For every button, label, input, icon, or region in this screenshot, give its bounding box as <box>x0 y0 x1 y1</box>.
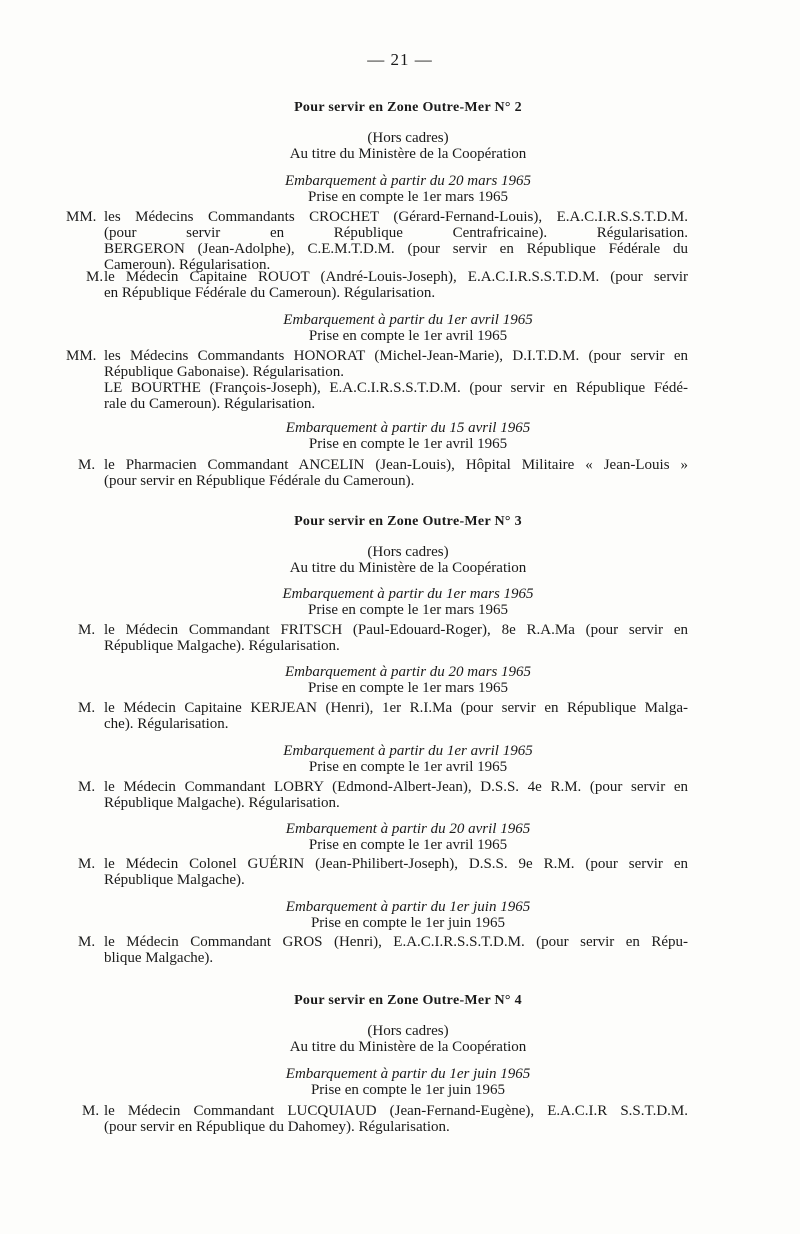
entry-prefix: M. <box>78 856 96 872</box>
entry <box>66 779 688 811</box>
entry-line: rale du Cameroun). Régularisation. <box>104 396 316 412</box>
entry-line: (pour servir en République Centrafricaine). Régularisation. <box>104 225 688 241</box>
entry-prefix: MM. <box>66 348 97 364</box>
ministere: Au titre du Ministère de la Coopération <box>289 560 527 576</box>
section-title: Pour servir en Zone Outre-Mer N° 2 <box>294 100 522 115</box>
group-header <box>0 821 800 853</box>
embarquement-date: Embarquement à partir du 1er avril 1965 <box>283 743 533 759</box>
entry-prefix: M. <box>78 622 96 638</box>
group-header <box>0 743 800 775</box>
entry <box>66 457 688 489</box>
entry-prefix: M. <box>78 700 96 716</box>
hors-cadres: (Hors cadres) <box>367 1023 449 1039</box>
entry-line: blique Malgache). <box>104 950 214 966</box>
entry-line: le Médecin Commandant LOBRY (Edmond-Albert-Jean), D.S.S. 4e R.M. (pour servir en <box>104 779 688 795</box>
entry-line: République Malgache). Régularisation. <box>104 795 340 811</box>
entry <box>66 209 688 273</box>
prise-en-compte: Prise en compte le 1er avril 1965 <box>308 759 508 775</box>
entry-prefix: M. <box>82 1103 100 1119</box>
entry-line: le Médecin Capitaine KERJEAN (Henri), 1er R.I.Ma (pour servir en République Malga- <box>104 700 688 716</box>
entry <box>66 856 688 888</box>
embarquement-date: Embarquement à partir du 20 avril 1965 <box>285 821 531 837</box>
embarquement-date: Embarquement à partir du 1er juin 1965 <box>285 899 531 915</box>
entry-prefix: MM. <box>66 209 97 225</box>
entry <box>66 934 688 966</box>
entry-line: le Médecin Capitaine ROUOT (André-Louis-Joseph), E.A.C.I.R.S.S.T.D.M. (pour servir <box>104 269 688 285</box>
entry-prefix: M. <box>78 934 96 950</box>
entry-line: Cameroun). Régularisation. <box>104 257 271 273</box>
embarquement-date: Embarquement à partir du 1er juin 1965 <box>285 1066 531 1082</box>
section-zone-2 <box>0 100 800 116</box>
entry-prefix: M. <box>86 269 104 285</box>
group-header <box>0 173 800 205</box>
entry-line: (pour servir en République du Dahomey). Régularisation. <box>104 1119 450 1135</box>
entry-line: les Médecins Commandants HONORAT (Michel-Jean-Marie), D.I.T.D.M. (pour servir en <box>104 348 688 364</box>
entry <box>66 700 688 732</box>
embarquement-date: Embarquement à partir du 20 mars 1965 <box>284 664 532 680</box>
entry <box>66 1103 688 1135</box>
entry-line: le Médecin Commandant LUCQUIAUD (Jean-Fernand-Eugène), E.A.C.I.R S.S.T.D.M. <box>104 1103 688 1119</box>
entry-line: le Médecin Commandant GROS (Henri), E.A.C.I.R.S.S.T.D.M. (pour servir en Répu- <box>104 934 688 950</box>
group-header <box>0 899 800 931</box>
entry-line: (pour servir en République Fédérale du Cameroun). <box>104 473 415 489</box>
prise-en-compte: Prise en compte le 1er mars 1965 <box>308 680 508 696</box>
ministere: Au titre du Ministère de la Coopération <box>289 146 527 162</box>
section-title: Pour servir en Zone Outre-Mer N° 4 <box>294 993 522 1008</box>
entry-line: le Médecin Colonel GUÉRIN (Jean-Philibert-Joseph), D.S.S. 9e R.M. (pour servir en <box>104 856 688 872</box>
entry-line: BERGERON (Jean-Adolphe), C.E.M.T.D.M. (pour servir en République Fédérale du <box>104 241 688 257</box>
embarquement-date: Embarquement à partir du 1er mars 1965 <box>282 586 534 602</box>
embarquement-date: Embarquement à partir du 1er avril 1965 <box>283 312 533 328</box>
prise-en-compte: Prise en compte le 1er avril 1965 <box>308 837 508 853</box>
entry-prefix: M. <box>78 457 96 473</box>
group-header <box>0 312 800 344</box>
embarquement-date: Embarquement à partir du 20 mars 1965 <box>284 173 532 189</box>
prise-en-compte: Prise en compte le 1er mars 1965 <box>308 602 508 618</box>
section-zone-3 <box>0 514 800 530</box>
section-header <box>0 1023 800 1055</box>
hors-cadres: (Hors cadres) <box>367 544 449 560</box>
entry <box>66 348 688 412</box>
group-header <box>0 420 800 452</box>
group-header <box>0 1066 800 1098</box>
section-zone-4 <box>0 993 800 1009</box>
section-title: Pour servir en Zone Outre-Mer N° 3 <box>294 514 522 529</box>
embarquement-date: Embarquement à partir du 15 avril 1965 <box>285 420 531 436</box>
prise-en-compte: Prise en compte le 1er avril 1965 <box>308 328 508 344</box>
group-header <box>0 664 800 696</box>
prise-en-compte: Prise en compte le 1er juin 1965 <box>310 1082 506 1098</box>
entry-prefix: M. <box>78 779 96 795</box>
prise-en-compte: Prise en compte le 1er mars 1965 <box>308 189 508 205</box>
hors-cadres: (Hors cadres) <box>367 130 449 146</box>
entry-line: République Gabonaise). Régularisation. <box>104 364 344 380</box>
ministere: Au titre du Ministère de la Coopération <box>289 1039 527 1055</box>
entry-line: le Pharmacien Commandant ANCELIN (Jean-Louis), Hôpital Militaire « Jean-Louis » <box>104 457 688 473</box>
entry-line: République Malgache). Régularisation. <box>104 638 340 654</box>
entry <box>66 622 688 654</box>
section-header <box>0 544 800 576</box>
section-header <box>0 130 800 162</box>
entry-line: che). Régularisation. <box>104 716 229 732</box>
entry-line: LE BOURTHE (François-Joseph), E.A.C.I.R.S.S.T.D.M. (pour servir en République Fédé- <box>104 380 688 396</box>
page-number: — 21 — <box>367 50 433 69</box>
entry <box>66 269 688 301</box>
entry-line: les Médecins Commandants CROCHET (Gérard-Fernand-Louis), E.A.C.I.R.S.S.T.D.M. <box>104 209 688 225</box>
entry-line: le Médecin Commandant FRITSCH (Paul-Edouard-Roger), 8e R.A.Ma (pour servir en <box>104 622 688 638</box>
prise-en-compte: Prise en compte le 1er juin 1965 <box>310 915 506 931</box>
entry-line: en République Fédérale du Cameroun). Régularisation. <box>104 285 436 301</box>
entry-line: République Malgache). <box>104 872 245 888</box>
group-header <box>0 586 800 618</box>
prise-en-compte: Prise en compte le 1er avril 1965 <box>308 436 508 452</box>
